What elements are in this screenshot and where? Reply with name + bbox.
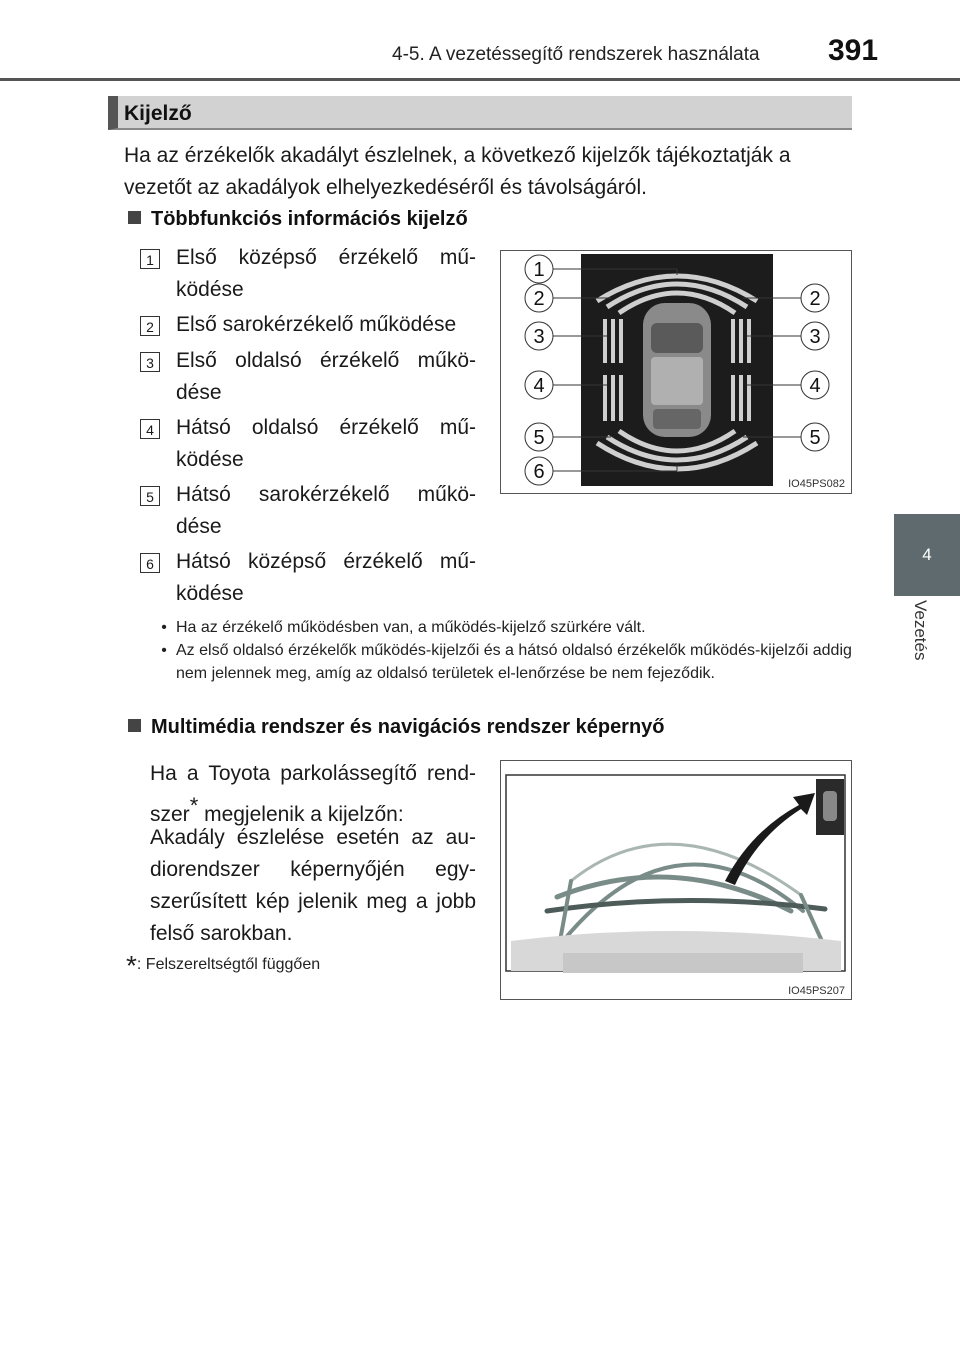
item-number: 6 — [140, 553, 160, 573]
callout-left-4: 4 — [533, 375, 545, 397]
figure-sensor-display — [500, 250, 852, 494]
bullet-item: • Az első oldalsó érzékelők működés-kijelzői és a hátsó oldalsó érzékelők működés-kijelzői addig nem jelennek meg, amíg az oldalsó területek el-lenőrzése be nem fejeződik. — [161, 642, 852, 682]
multimedia-paragraph-2: Akadály észlelése esetén az au-diorendszer képernyőjén egy-szerűsített kép jelenik meg a jobb felső sarokban. — [150, 826, 476, 945]
bullet-text: Ha az érzékelő működésben van, a működés-kijelző szürkére vált. — [176, 619, 646, 636]
callout-left-6: 6 — [533, 461, 545, 483]
callout-left-2: 2 — [533, 288, 545, 310]
item-text: Hátsó sarokérzékelő műkö-dése — [176, 483, 476, 538]
square-bullet-icon — [128, 211, 141, 224]
section-title: Kijelző — [124, 102, 192, 125]
subsection-title: Multimédia rendszer és navigációs rendszer képernyő — [151, 716, 665, 738]
chapter-label: Vezetés — [911, 600, 930, 661]
license-plate-area — [563, 953, 803, 973]
car-top-view — [643, 303, 711, 437]
figure-multimedia-screen — [500, 760, 852, 1000]
multimedia-paragraph-1: Ha a Toyota parkolássegítő rend-szer* megjelenik a kijelzőn: — [150, 762, 476, 826]
item-number: 2 — [140, 316, 160, 336]
item-text: Hátsó oldalsó érzékelő mű-ködése — [176, 416, 476, 471]
item-text: Hátsó középső érzékelő mű-ködése — [176, 550, 476, 605]
multimedia-screen-illustration — [501, 761, 850, 998]
section-heading-bar — [108, 96, 852, 130]
note-bullets — [152, 616, 852, 685]
running-header-section: 4-5. A vezetéssegítő rendszerek használata — [392, 44, 760, 65]
subsection-heading-display — [128, 208, 468, 231]
subsection-title: Többfunkciós információs kijelző — [151, 208, 468, 230]
mini-car-icon — [823, 791, 837, 821]
footnote: *: Felszereltségtől függően — [126, 950, 321, 981]
bullet-item: • Ha az érzékelő működésben van, a működés-kijelző szürkére vált. — [161, 619, 646, 636]
sensor-display-illustration — [501, 251, 850, 492]
item-text: Első középső érzékelő mű-ködése — [176, 246, 476, 301]
callout-left-5: 5 — [533, 427, 545, 449]
item-number: 1 — [140, 249, 160, 269]
callout-left-3: 3 — [533, 326, 545, 348]
square-bullet-icon — [128, 719, 141, 732]
callout-right-5: 5 — [809, 427, 821, 449]
section-intro: Ha az érzékelők akadályt észlelnek, a következő kijelzők tájékoztatják a vezetőt az akadályok elhelyezkedéséről és távolságáról. — [124, 144, 791, 199]
subsection-heading-multimedia — [128, 716, 665, 739]
header-rule — [0, 78, 960, 81]
item-number: 3 — [140, 352, 160, 372]
page-number: 391 — [828, 34, 879, 67]
item-text: Első sarokérzékelő működése — [176, 313, 457, 336]
item-number: 5 — [140, 486, 160, 506]
callout-left-1: 1 — [533, 259, 545, 281]
figure-code: IO45PS207 — [788, 985, 845, 997]
bullet-text: Az első oldalsó érzékelők működés-kijelzői és a hátsó oldalsó érzékelők működés-kijelzői addig nem jelennek meg, amíg az oldalsó területek el-lenőrzése be nem fejeződik. — [176, 642, 852, 682]
item-text: Első oldalsó érzékelő műkö-dése — [176, 349, 476, 404]
callout-right-4: 4 — [809, 375, 821, 397]
callout-right-3: 3 — [809, 326, 821, 348]
chapter-tab: 4 — [894, 514, 960, 596]
item-number: 4 — [140, 419, 160, 439]
figure-code: IO45PS082 — [788, 478, 845, 490]
callout-right-2: 2 — [809, 288, 821, 310]
